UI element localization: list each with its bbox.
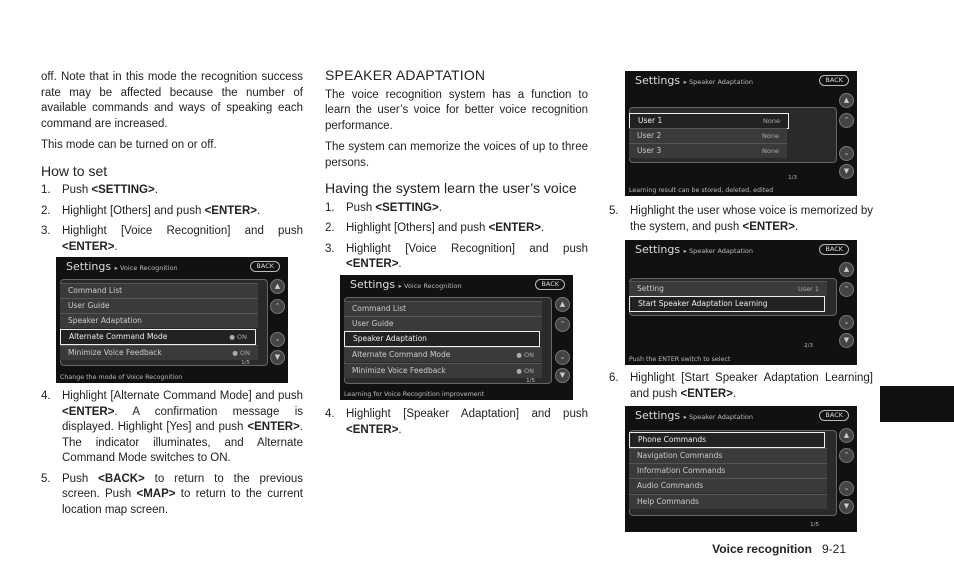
menu-item-selected: Alternate Command Mode ● ON [60,329,256,345]
page-indicator: 2/3 [804,343,813,349]
column-1-lower [41,389,303,523]
scroll-up-icon: ▲ [839,93,854,108]
scroll-down-icon: ⌄ [839,481,854,496]
back-button: BACK [250,261,280,272]
screen-speaker-adaptation-users [625,71,857,196]
scroll-end-icon: ▼ [839,333,854,348]
column-1 [41,70,303,260]
status-text: Learning result can be stored, deleted, edited [629,187,774,194]
step-2: 2. Highlight [Others] and push <ENTER>. [41,204,261,217]
scroll-down-icon: ⌄ [839,146,854,161]
page-indicator: 1/5 [526,378,535,384]
back-button: BACK [819,244,849,255]
step-1: 1. Push <SETTING>. [41,184,158,196]
status-text: Push the ENTER switch to select [629,356,731,363]
intro-paragraph: off. Note that in this mode the recognition success rate may be affected because the number of available commands and ways of speaking each command are increased. [41,71,303,130]
menu-item: Minimize Voice Feedback ● ON [344,363,542,378]
scroll-down-icon: ⌄ [270,332,285,347]
menu-item: Audio Commands [629,478,827,493]
step-1: 1. Push <SETTING>. [325,201,442,214]
screen-title: Settings ▸ Speaker Adaptation [635,409,754,422]
menu-item: Help Commands [629,494,827,509]
step-2: 2. Highlight [Others] and push <ENTER>. [325,222,545,234]
menu-item: Alternate Command Mode ● ON [344,347,542,362]
step-6: 6. Highlight [Start Speaker Adaptation Learning] and push <ENTER>. [609,372,873,400]
scroll-down-icon: ⌄ [839,315,854,330]
menu-item: User Guide [60,298,258,313]
back-button: BACK [819,410,849,421]
scroll-icon: ⌃ [839,448,854,463]
page-indicator: 1/3 [788,175,797,181]
menu-item: Navigation Commands [629,448,827,463]
status-text: Learning for Voice Recognition improvement [344,391,485,398]
page-footer [712,542,846,556]
scroll-icon: ⌃ [839,282,854,297]
paragraph-1: The voice recognition system has a function to learn the user’s voice for better voice recognition performance. [325,88,588,132]
screen-voice-recognition-1 [56,257,288,383]
scroll-end-icon: ▼ [555,368,570,383]
menu-item: Setting User 1 [629,281,827,296]
step-5: 5. Push <BACK> to return to the previous screen. Push <MAP> to return to the current location map screen. [41,472,303,516]
menu-item-selected: User 1 None [629,113,789,129]
screen-title: Settings ▸ Voice Recognition [66,260,178,273]
menu-item-selected: Speaker Adaptation [344,331,540,347]
howto-heading: How to set [41,162,108,179]
scroll-end-icon: ▼ [270,350,285,365]
page-indicator: 1/5 [810,522,819,528]
scroll-icon: ⌃ [270,299,285,314]
scroll-icon: ⌃ [555,317,570,332]
scroll-end-icon: ▼ [839,499,854,514]
scroll-end-icon: ▼ [839,164,854,179]
screen-title: Settings ▸ Voice Recognition [350,278,462,291]
chapter-tab [880,386,954,422]
column-2 [325,68,588,278]
menu-item: User Guide [344,316,542,331]
column-3-step6 [609,371,873,407]
menu-item: Command List [60,283,258,298]
back-button: BACK [819,75,849,86]
scroll-up-icon: ▲ [555,297,570,312]
screen-speaker-adaptation-learning [625,240,857,365]
scroll-down-icon: ⌄ [555,350,570,365]
step-3: 3. Highlight [Voice Recognition] and push <ENTER>. [41,225,303,253]
step-4: 4. Highlight [Speaker Adaptation] and push <ENTER>. [325,408,588,436]
column-2-lower [325,407,588,443]
scroll-icon: ⌃ [839,113,854,128]
section-title: SPEAKER ADAPTATION [325,67,486,83]
menu-item: Information Commands [629,463,827,478]
menu-item: User 3 None [629,143,787,158]
back-button: BACK [535,279,565,290]
screen-title: Settings ▸ Speaker Adaptation [635,243,754,256]
intro-paragraph-2: This mode can be turned on or off. [41,139,217,151]
paragraph-2: The system can memorize the voices of up to three persons. [325,141,588,169]
menu-item: Speaker Adaptation [60,313,258,328]
page-number: 9-21 [821,542,846,556]
menu-item-selected: Start Speaker Adaptation Learning [629,296,825,312]
footer-section: Voice recognition [712,542,812,556]
step-4: 4. Highlight [Alternate Command Mode] and push <ENTER>. A confirmation message is displayed. Highlight [Yes] and push <ENTER>. The indicator illuminates, and Alternate Command Mode switches to ON. [41,390,303,464]
step-5: 5. Highlight the user whose voice is memorized by the system, and push <ENTER>. [609,205,873,233]
menu-item: User 2 None [629,128,787,143]
screen-voice-recognition-2 [340,275,573,400]
scroll-up-icon: ▲ [270,279,285,294]
status-text: Change the mode of Voice Recognition [60,374,183,381]
screen-speaker-adaptation-commands [625,406,857,532]
scroll-up-icon: ▲ [839,428,854,443]
menu-item: Minimize Voice Feedback ● ON [60,345,258,360]
screen-title: Settings ▸ Speaker Adaptation [635,74,754,87]
menu-item: Command List [344,301,542,316]
scroll-up-icon: ▲ [839,262,854,277]
menu-item-selected: Phone Commands [629,432,825,448]
page-indicator: 1/5 [241,360,250,366]
step-3: 3. Highlight [Voice Recognition] and push <ENTER>. [325,242,588,270]
column-3-step5 [609,204,873,240]
subsection-heading: Having the system learn the user’s voice [325,180,577,196]
